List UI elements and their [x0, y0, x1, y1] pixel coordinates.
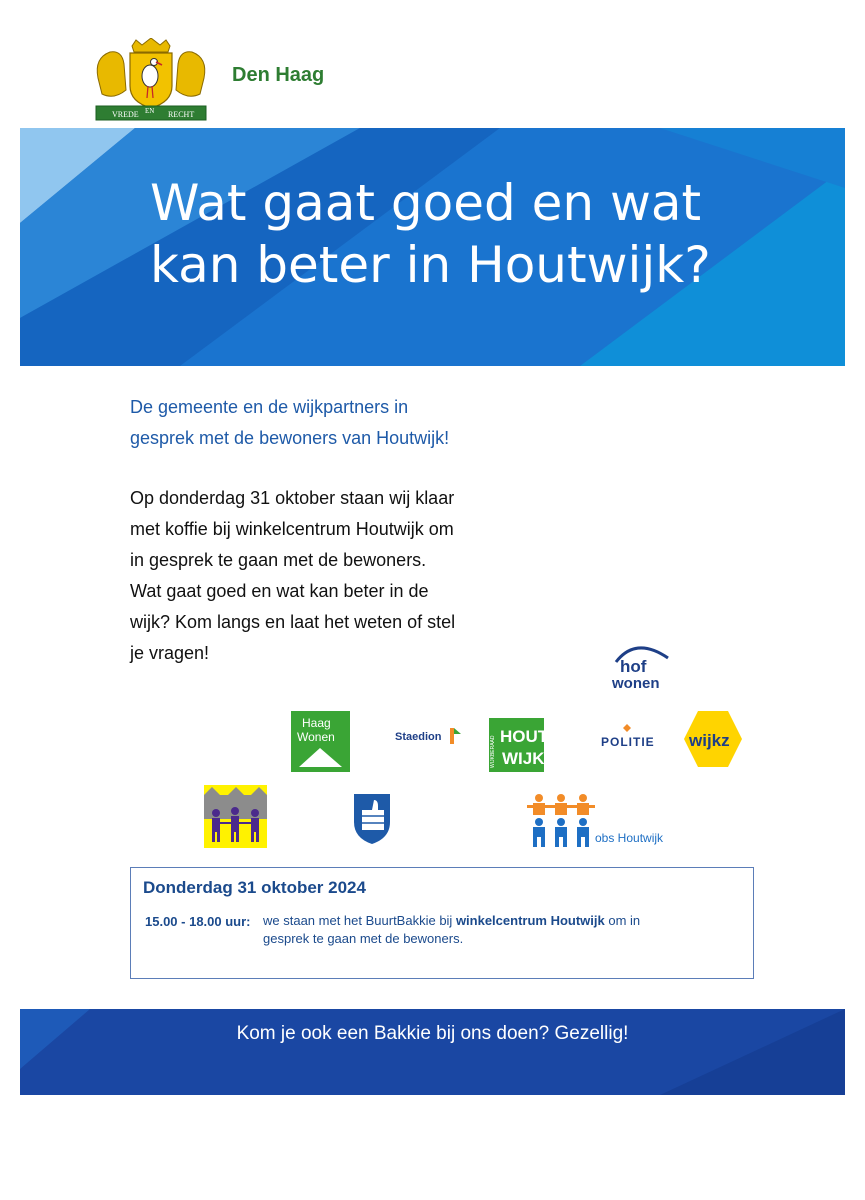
- svg-text:VREDE: VREDE: [112, 110, 139, 119]
- svg-text:hof: hof: [620, 657, 647, 676]
- event-info-box: [130, 867, 754, 979]
- neighbourhood-houses-logo: [204, 785, 267, 848]
- svg-text:WIJKBERAAD: WIJKBERAAD: [490, 735, 496, 768]
- den-haag-crest-logo: [92, 38, 210, 122]
- hero-title-line-2: kan beter in Houtwijk?: [150, 236, 711, 294]
- intro-body-text: Op donderdag 31 oktober staan wij klaar met koffie bij winkelcentrum Houtwijk om in gesprek te gaan met de bewoners. Wat gaat goed en wat kan beter in de wijk? Kom langs en laat het weten of stel je vragen!: [130, 488, 456, 663]
- hero-title: [150, 172, 790, 296]
- svg-text:POLITIE: POLITIE: [601, 735, 655, 749]
- svg-text:EN: EN: [145, 107, 155, 115]
- svg-text:obs Houtwijk: obs Houtwijk: [595, 831, 664, 845]
- svg-text:Wonen: Wonen: [297, 730, 335, 744]
- svg-text:wijkz: wijkz: [689, 731, 730, 750]
- thumbs-up-shield-logo: [348, 788, 396, 846]
- footer-background-shapes: [20, 1009, 845, 1095]
- svg-text:RECHT: RECHT: [168, 110, 195, 119]
- svg-text:Staedion: Staedion: [395, 731, 442, 743]
- hero-title-line-1: Wat gaat goed en wat: [150, 174, 702, 232]
- svg-text:wonen: wonen: [612, 675, 660, 692]
- event-location: winkelcentrum Houtwijk: [455, 913, 605, 928]
- haag-wonen-logo: [291, 711, 350, 772]
- intro-lead-text: De gemeente en de wijkpartners in gesprek met de bewoners van Houtwijk!: [130, 397, 450, 448]
- politie-logo: [601, 722, 683, 752]
- svg-text:WIJK: WIJK: [502, 749, 544, 768]
- footer-banner: [20, 1009, 845, 1095]
- staedion-logo: [395, 724, 465, 748]
- event-description-start: we staan met het BuurtBakkie bij: [263, 913, 456, 928]
- hero-banner: [20, 128, 845, 366]
- event-description: [263, 912, 653, 948]
- obs-houtwijk-logo: [527, 792, 667, 850]
- hof-wonen-logo: [606, 640, 678, 692]
- event-time: 15.00 - 18.00 uur:: [145, 914, 251, 929]
- city-name: Den Haag: [232, 64, 325, 86]
- svg-text:HOUT: HOUT: [500, 727, 544, 746]
- footer-text: Kom je ook een Bakkie bij ons doen? Gezellig!: [236, 1023, 629, 1044]
- event-description-end: om in gesprek te gaan met de bewoners.: [263, 913, 641, 946]
- svg-text:Haag: Haag: [302, 716, 331, 730]
- wijkberaad-houtwijk-logo: [489, 718, 544, 772]
- wijkz-logo: [684, 709, 742, 769]
- event-date: Donderdag 31 oktober 2024: [143, 878, 366, 897]
